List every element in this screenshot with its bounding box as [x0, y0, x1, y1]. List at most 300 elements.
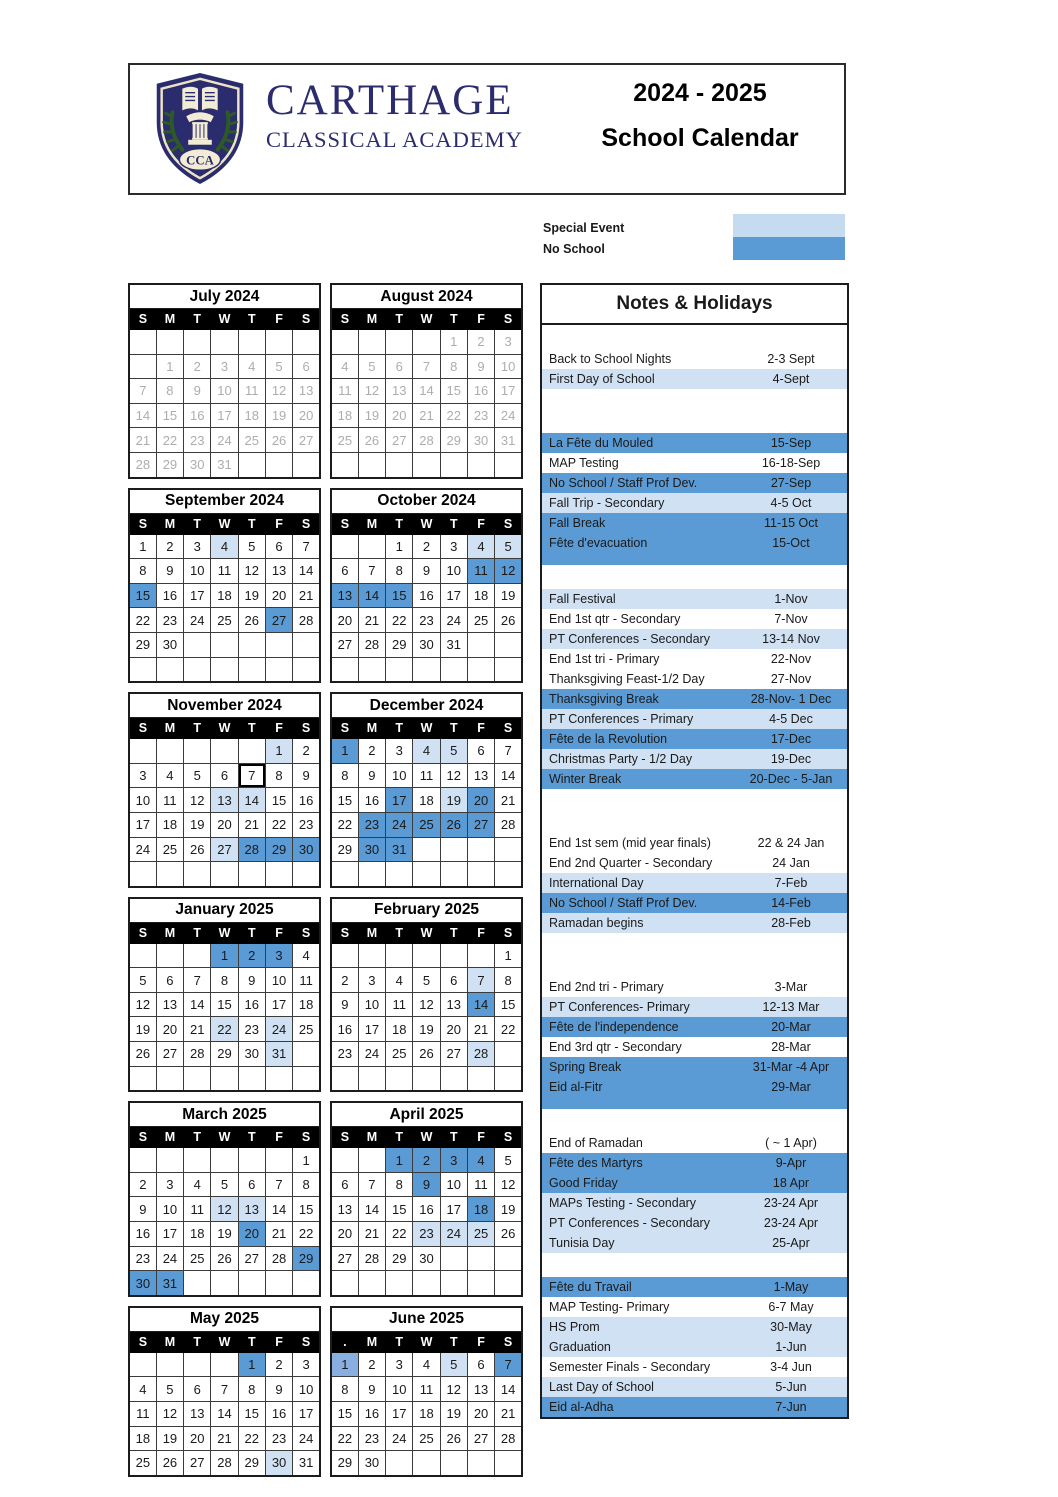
day-cell: 2 — [467, 330, 494, 355]
weekday-header: F — [467, 309, 494, 330]
day-cell: 8 — [331, 763, 358, 788]
day-cell: 16 — [293, 788, 320, 813]
day-cell: 12 — [495, 559, 522, 584]
day-cell: 4 — [211, 534, 238, 559]
notes-row — [542, 433, 847, 453]
day-cell — [413, 452, 440, 477]
day-cell: 20 — [211, 812, 238, 837]
day-cell: 13 — [265, 559, 292, 584]
notes-row — [542, 1377, 847, 1397]
day-cell: 21 — [184, 1017, 211, 1042]
day-cell — [358, 943, 385, 968]
day-cell: 8 — [386, 1172, 413, 1197]
day-cell: 6 — [331, 559, 358, 584]
day-cell: 2 — [265, 1352, 292, 1377]
day-cell: 17 — [358, 1017, 385, 1042]
day-cell: 3 — [293, 1352, 320, 1377]
month-title: June 2025 — [331, 1307, 522, 1332]
day-cell: 14 — [211, 1402, 238, 1427]
day-cell — [156, 943, 183, 968]
day-cell: 24 — [129, 837, 156, 862]
day-cell: 11 — [211, 559, 238, 584]
day-cell — [238, 1271, 265, 1296]
day-cell — [129, 739, 156, 764]
weekday-header: T — [386, 922, 413, 943]
day-cell: 19 — [238, 583, 265, 608]
notes-row — [542, 1193, 847, 1213]
notes-row — [542, 1173, 847, 1193]
school-crest-logo — [150, 71, 250, 187]
day-cell: 7 — [238, 763, 265, 788]
month-title: April 2025 — [331, 1102, 522, 1127]
day-cell: 24 — [440, 608, 467, 633]
day-cell — [265, 1066, 292, 1091]
day-cell: 28 — [184, 1042, 211, 1067]
month-september-2024 — [128, 488, 321, 684]
weekday-header: S — [331, 513, 358, 534]
day-cell — [495, 1271, 522, 1296]
day-cell: 3 — [156, 1172, 183, 1197]
weekday-header: S — [331, 922, 358, 943]
day-cell: 25 — [386, 1042, 413, 1067]
day-cell: 29 — [265, 837, 292, 862]
day-cell: 30 — [265, 1451, 292, 1476]
day-cell: 28 — [413, 428, 440, 453]
day-cell: 13 — [331, 583, 358, 608]
day-cell: 19 — [156, 1426, 183, 1451]
day-cell: 12 — [495, 1172, 522, 1197]
day-cell: 23 — [129, 1246, 156, 1271]
day-cell — [156, 1066, 183, 1091]
day-cell — [413, 943, 440, 968]
day-cell — [238, 657, 265, 682]
day-cell — [467, 632, 494, 657]
day-cell: 22 — [211, 1017, 238, 1042]
notes-event-label: Christmas Party - 1/2 Day — [549, 752, 693, 766]
day-cell: 10 — [156, 1197, 183, 1222]
notes-event-label: Fête des Martyrs — [549, 1156, 643, 1170]
weekday-header: T — [386, 1127, 413, 1148]
day-cell — [495, 452, 522, 477]
day-cell — [358, 330, 385, 355]
day-cell: 17 — [129, 812, 156, 837]
month-november-2024 — [128, 692, 321, 888]
day-cell: 14 — [358, 1197, 385, 1222]
notes-event-label: Last Day of School — [549, 1380, 654, 1394]
day-cell: 24 — [440, 1222, 467, 1247]
day-cell: 21 — [413, 403, 440, 428]
day-cell: 11 — [238, 379, 265, 404]
day-cell: 16 — [184, 403, 211, 428]
day-cell — [331, 943, 358, 968]
notes-row — [542, 1337, 847, 1357]
weekday-header: T — [184, 922, 211, 943]
day-cell: 22 — [156, 428, 183, 453]
day-cell: 19 — [413, 1017, 440, 1042]
day-cell: 15 — [440, 379, 467, 404]
day-cell: 2 — [331, 968, 358, 993]
day-cell: 20 — [331, 1222, 358, 1247]
day-cell: 5 — [184, 763, 211, 788]
weekday-header: S — [495, 1331, 522, 1352]
day-cell: 29 — [156, 452, 183, 477]
day-cell: 30 — [156, 632, 183, 657]
weekday-header: S — [331, 718, 358, 739]
day-cell: 28 — [358, 632, 385, 657]
weekday-header: T — [440, 718, 467, 739]
notes-event-date: 15-Oct — [772, 536, 810, 550]
weekday-header: S — [331, 1127, 358, 1148]
day-cell: 10 — [495, 354, 522, 379]
day-cell: 9 — [156, 559, 183, 584]
day-cell: 7 — [358, 1172, 385, 1197]
day-cell: 25 — [211, 608, 238, 633]
legend-special-event-label: Special Event — [543, 221, 625, 235]
day-cell: 17 — [386, 1402, 413, 1427]
month-july-2024 — [128, 283, 321, 479]
weekday-header: W — [211, 1331, 238, 1352]
day-cell: 22 — [265, 812, 292, 837]
day-cell: 20 — [265, 583, 292, 608]
day-cell: 28 — [211, 1451, 238, 1476]
notes-event-label: Graduation — [549, 1340, 611, 1354]
notes-event-label: Fall Trip - Secondary — [549, 496, 665, 510]
notes-row — [542, 913, 847, 933]
day-cell: 22 — [331, 1426, 358, 1451]
weekday-header: F — [265, 309, 292, 330]
school-name-line1: CARTHAGE — [266, 77, 514, 124]
weekday-header: W — [211, 309, 238, 330]
notes-row — [542, 1397, 847, 1417]
day-cell: 3 — [129, 763, 156, 788]
day-cell: 19 — [129, 1017, 156, 1042]
day-cell — [413, 1271, 440, 1296]
weekday-header: S — [129, 718, 156, 739]
day-cell: 25 — [413, 812, 440, 837]
weekday-header: M — [156, 922, 183, 943]
day-cell — [386, 943, 413, 968]
day-cell: 9 — [129, 1197, 156, 1222]
notes-event-date: 1-Jun — [775, 1340, 807, 1354]
day-cell — [184, 1148, 211, 1173]
day-cell: 9 — [331, 992, 358, 1017]
day-cell: 27 — [331, 1246, 358, 1271]
day-cell — [211, 1066, 238, 1091]
notes-row — [542, 493, 847, 513]
day-cell: 10 — [211, 379, 238, 404]
day-cell — [440, 943, 467, 968]
notes-event-date: 2-3 Sept — [767, 352, 815, 366]
notes-event-label: Fête d'evacuation — [549, 536, 648, 550]
calendar-subtitle: School Calendar — [601, 124, 799, 152]
day-cell: 26 — [238, 608, 265, 633]
notes-row — [542, 977, 847, 997]
day-cell — [129, 1352, 156, 1377]
day-cell: 11 — [129, 1402, 156, 1427]
day-cell: 27 — [211, 837, 238, 862]
day-cell: 21 — [265, 1222, 292, 1247]
day-cell — [265, 1148, 292, 1173]
notes-event-label: Ramadan begins — [549, 916, 644, 930]
day-cell: 17 — [293, 1402, 320, 1427]
day-cell: 26 — [184, 837, 211, 862]
notes-event-label: First Day of School — [549, 372, 655, 386]
day-cell — [358, 452, 385, 477]
notes-event-label: Thanksgiving Feast-1/2 Day — [549, 672, 705, 686]
weekday-header: T — [238, 1127, 265, 1148]
day-cell: 26 — [129, 1042, 156, 1067]
day-cell: 17 — [156, 1222, 183, 1247]
weekday-header: S — [129, 309, 156, 330]
notes-event-label: End 1st qtr - Secondary — [549, 612, 681, 626]
notes-event-date: 7-Feb — [774, 876, 808, 890]
day-cell: 9 — [467, 354, 494, 379]
notes-event-label: End 1st sem (mid year finals) — [549, 836, 711, 850]
day-cell: 27 — [467, 1426, 494, 1451]
weekday-header: S — [495, 1127, 522, 1148]
day-cell: 14 — [495, 1377, 522, 1402]
month-june-2025 — [330, 1306, 523, 1477]
day-cell — [440, 657, 467, 682]
day-cell: 30 — [467, 428, 494, 453]
day-cell: 31 — [293, 1451, 320, 1476]
day-cell: 15 — [293, 1197, 320, 1222]
day-cell: 20 — [293, 403, 320, 428]
weekday-header: M — [358, 718, 385, 739]
day-cell: 3 — [440, 1148, 467, 1173]
day-cell: 16 — [413, 583, 440, 608]
day-cell — [467, 862, 494, 887]
day-cell: 3 — [440, 534, 467, 559]
day-cell: 27 — [440, 1042, 467, 1067]
day-cell: 21 — [129, 428, 156, 453]
day-cell: 7 — [358, 559, 385, 584]
notes-event-label: Back to School Nights — [549, 352, 672, 366]
day-cell — [495, 1451, 522, 1476]
day-cell: 31 — [156, 1271, 183, 1296]
day-cell: 16 — [265, 1402, 292, 1427]
day-cell: 11 — [293, 968, 320, 993]
day-cell: 9 — [358, 763, 385, 788]
day-cell — [440, 862, 467, 887]
weekday-header: T — [386, 718, 413, 739]
day-cell: 29 — [386, 632, 413, 657]
day-cell: 2 — [129, 1172, 156, 1197]
day-cell: 8 — [293, 1172, 320, 1197]
day-cell — [211, 1271, 238, 1296]
day-cell: 23 — [156, 608, 183, 633]
day-cell: 8 — [386, 559, 413, 584]
day-cell: 31 — [386, 837, 413, 862]
day-cell: 12 — [184, 788, 211, 813]
day-cell: 12 — [413, 992, 440, 1017]
day-cell: 1 — [331, 1352, 358, 1377]
day-cell — [331, 1148, 358, 1173]
day-cell: 3 — [386, 739, 413, 764]
day-cell: 17 — [211, 403, 238, 428]
weekday-header: W — [211, 1127, 238, 1148]
day-cell: 6 — [331, 1172, 358, 1197]
day-cell — [331, 657, 358, 682]
weekday-header: T — [238, 1331, 265, 1352]
notes-event-date: 16-18-Sep — [761, 456, 821, 470]
day-cell: 24 — [358, 1042, 385, 1067]
day-cell: 15 — [211, 992, 238, 1017]
day-cell: 15 — [156, 403, 183, 428]
day-cell: 24 — [495, 403, 522, 428]
month-title: July 2024 — [129, 284, 320, 309]
day-cell: 7 — [129, 379, 156, 404]
notes-event-date: 17-Dec — [770, 732, 812, 746]
day-cell: 3 — [495, 330, 522, 355]
day-cell: 31 — [440, 632, 467, 657]
day-cell: 27 — [386, 428, 413, 453]
month-title: August 2024 — [331, 284, 522, 309]
day-cell: 2 — [184, 354, 211, 379]
day-cell: 2 — [238, 943, 265, 968]
day-cell: 19 — [211, 1222, 238, 1247]
day-cell: 12 — [238, 559, 265, 584]
weekday-header: M — [156, 513, 183, 534]
day-cell: 17 — [184, 583, 211, 608]
day-cell — [293, 862, 320, 887]
day-cell: 29 — [211, 1042, 238, 1067]
notes-event-label: HS Prom — [549, 1320, 600, 1334]
weekday-header: F — [265, 718, 292, 739]
day-cell — [413, 657, 440, 682]
notes-event-label: La Fête du Mouled — [549, 436, 654, 450]
day-cell: 30 — [238, 1042, 265, 1067]
day-cell — [386, 1271, 413, 1296]
day-cell — [413, 837, 440, 862]
day-cell: 1 — [129, 534, 156, 559]
day-cell — [211, 1148, 238, 1173]
notes-row — [542, 1017, 847, 1037]
day-cell: 19 — [495, 583, 522, 608]
day-cell: 26 — [358, 428, 385, 453]
day-cell: 22 — [129, 608, 156, 633]
notes-event-label: Thanksgiving Break — [549, 692, 659, 706]
notes-event-date: 14-Feb — [771, 896, 811, 910]
weekday-header: . — [331, 1331, 358, 1352]
notes-event-label: Fall Festival — [549, 592, 616, 606]
day-cell: 6 — [238, 1172, 265, 1197]
day-cell: 1 — [386, 534, 413, 559]
notes-row — [542, 1133, 847, 1153]
notes-event-date: 7-Jun — [775, 1400, 807, 1414]
day-cell — [467, 657, 494, 682]
day-cell: 3 — [265, 943, 292, 968]
day-cell: 24 — [211, 428, 238, 453]
day-cell: 26 — [211, 1246, 238, 1271]
day-cell: 8 — [440, 354, 467, 379]
notes-spacer — [542, 1097, 847, 1109]
notes-event-date: 4-Sept — [772, 372, 810, 386]
weekday-header: W — [413, 513, 440, 534]
day-cell: 4 — [386, 968, 413, 993]
day-cell: 18 — [413, 1402, 440, 1427]
day-cell: 1 — [440, 330, 467, 355]
day-cell: 17 — [265, 992, 292, 1017]
notes-event-date: 12-13 Mar — [762, 1000, 820, 1014]
day-cell — [386, 1451, 413, 1476]
day-cell: 10 — [184, 559, 211, 584]
day-cell: 23 — [413, 1222, 440, 1247]
weekday-header: S — [293, 718, 320, 739]
day-cell — [358, 1271, 385, 1296]
day-cell: 8 — [211, 968, 238, 993]
day-cell — [265, 1271, 292, 1296]
day-cell: 13 — [386, 379, 413, 404]
day-cell: 14 — [293, 559, 320, 584]
day-cell: 14 — [495, 763, 522, 788]
day-cell — [413, 862, 440, 887]
notes-row — [542, 369, 847, 389]
notes-event-date: 11-15 Oct — [764, 516, 818, 530]
header — [128, 63, 846, 195]
day-cell: 10 — [265, 968, 292, 993]
day-cell — [211, 330, 238, 355]
notes-event-date: 20-Mar — [771, 1020, 811, 1034]
day-cell: 14 — [358, 583, 385, 608]
day-cell: 21 — [495, 788, 522, 813]
school-name — [266, 79, 566, 154]
notes-event-label: Fête de l'independence — [549, 1020, 679, 1034]
day-cell — [156, 1148, 183, 1173]
notes-row — [542, 833, 847, 853]
weekday-header: S — [495, 718, 522, 739]
day-cell: 19 — [265, 403, 292, 428]
day-cell: 29 — [238, 1451, 265, 1476]
day-cell — [386, 1066, 413, 1091]
day-cell — [211, 657, 238, 682]
day-cell: 18 — [413, 788, 440, 813]
day-cell: 7 — [467, 968, 494, 993]
day-cell — [238, 1066, 265, 1091]
weekday-header: W — [413, 922, 440, 943]
day-cell: 28 — [129, 452, 156, 477]
notes-row — [542, 1153, 847, 1173]
day-cell — [386, 452, 413, 477]
weekday-header: S — [293, 1127, 320, 1148]
day-cell — [293, 452, 320, 477]
weekday-header: F — [265, 922, 292, 943]
day-cell: 4 — [413, 739, 440, 764]
day-cell: 9 — [413, 1172, 440, 1197]
day-cell: 22 — [440, 403, 467, 428]
day-cell — [495, 657, 522, 682]
day-cell: 29 — [440, 428, 467, 453]
notes-event-date: 15-Sep — [770, 436, 812, 450]
day-cell: 13 — [331, 1197, 358, 1222]
day-cell: 13 — [467, 763, 494, 788]
day-cell: 18 — [386, 1017, 413, 1042]
day-cell: 28 — [238, 837, 265, 862]
day-cell — [440, 452, 467, 477]
day-cell: 23 — [413, 608, 440, 633]
day-cell: 5 — [238, 534, 265, 559]
weekday-header: S — [495, 922, 522, 943]
weekday-header: T — [184, 1331, 211, 1352]
notes-row — [542, 349, 847, 369]
day-cell: 6 — [467, 739, 494, 764]
notes-row — [542, 689, 847, 709]
day-cell — [495, 862, 522, 887]
day-cell — [440, 1246, 467, 1271]
day-cell: 22 — [238, 1426, 265, 1451]
notes-row — [542, 749, 847, 769]
notes-event-label: End 2nd Quarter - Secondary — [549, 856, 713, 870]
